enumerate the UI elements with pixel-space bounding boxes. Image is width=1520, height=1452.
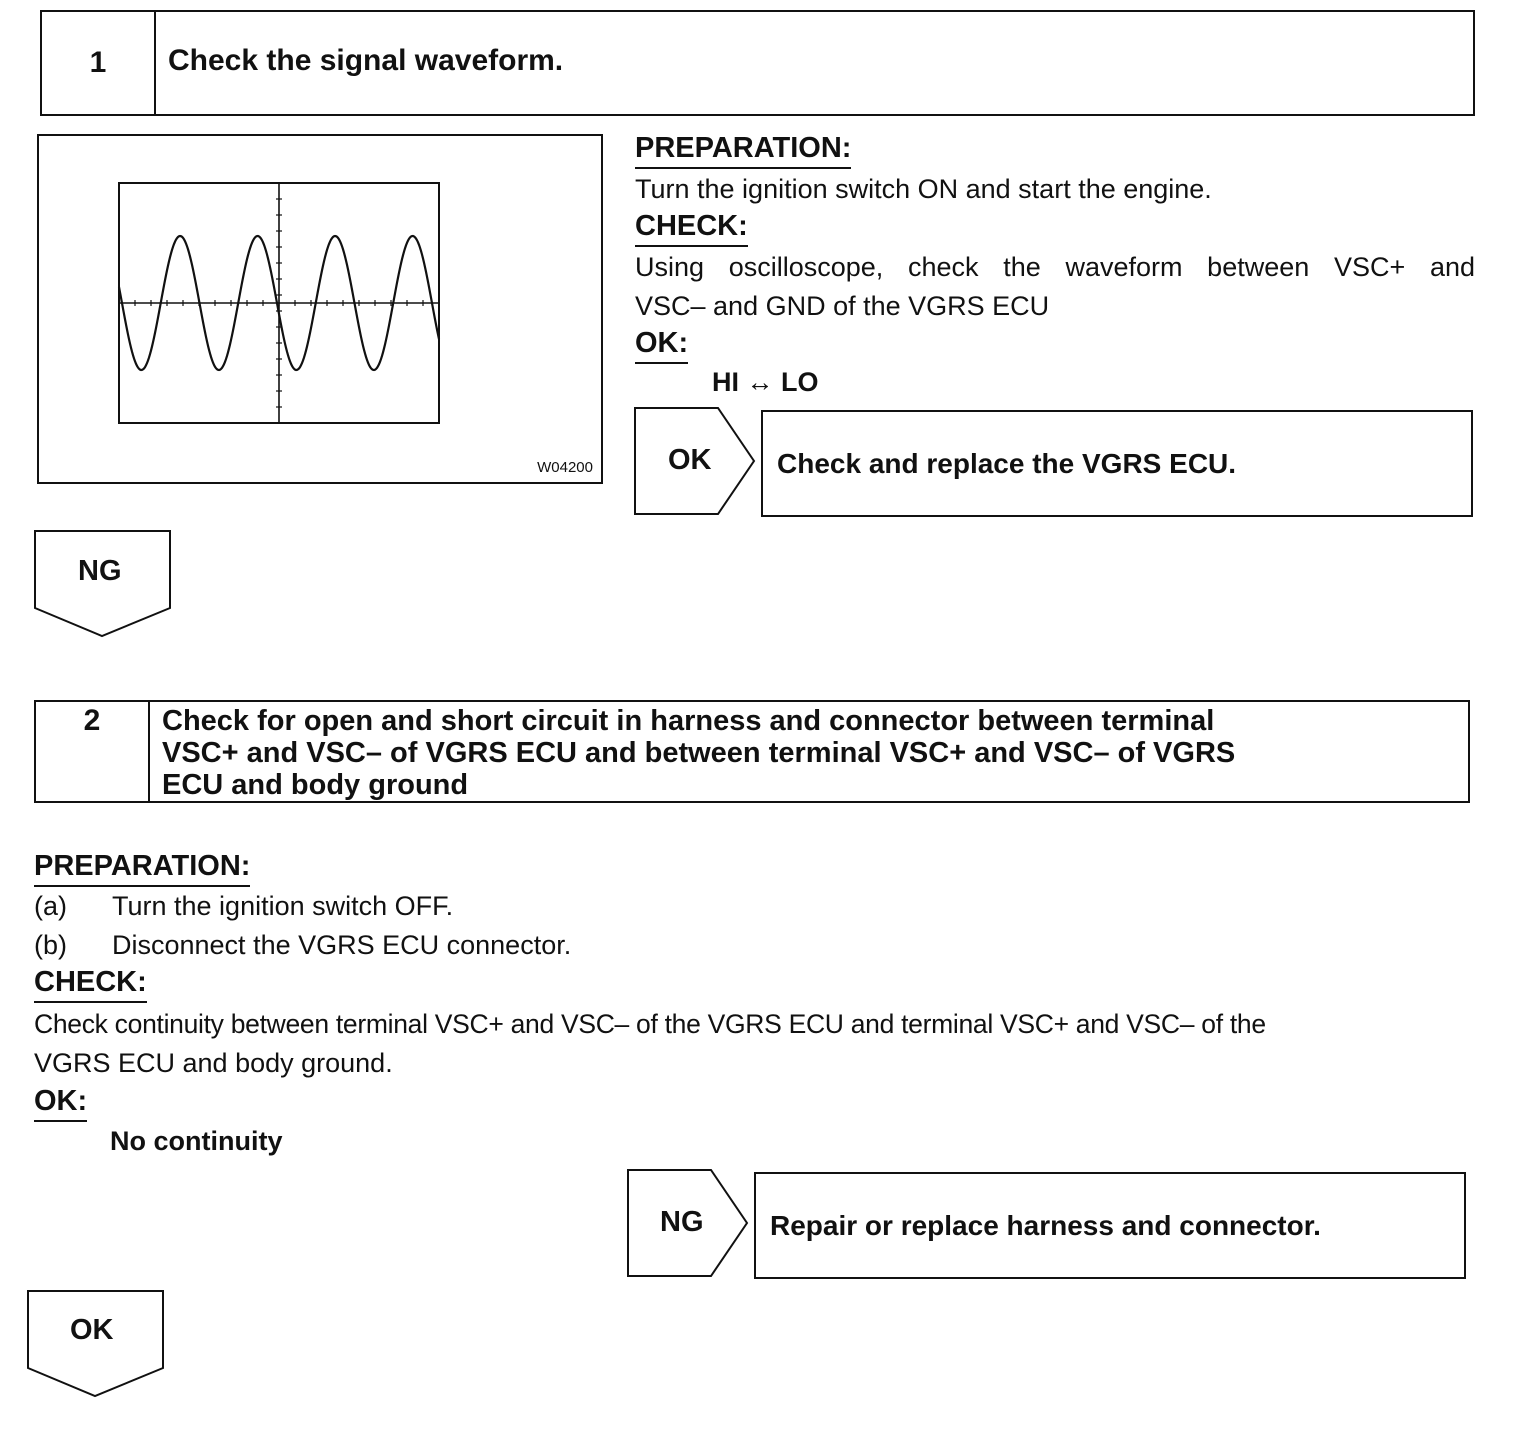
step1-check-line1: Using oscilloscope, check the waveform between VSC+ and bbox=[635, 252, 1475, 282]
step1-header bbox=[40, 10, 1475, 116]
step2-ng-tag-label: NG bbox=[660, 1206, 704, 1238]
step2-prep-item-a-text: Turn the ignition switch OFF. bbox=[112, 891, 454, 921]
step1-check-label: CHECK: bbox=[635, 210, 748, 247]
step2-preparation-label: PREPARATION: bbox=[34, 850, 250, 887]
step1-ok-value: HI ↔ LO bbox=[712, 367, 819, 397]
step2-ok-tag-label: OK bbox=[70, 1314, 114, 1346]
waveform-figure bbox=[37, 134, 603, 484]
step2-title-line3: ECU and body ground bbox=[162, 769, 469, 801]
step1-ng-tag-label: NG bbox=[78, 555, 122, 587]
step1-ok-tag-label: OK bbox=[668, 444, 712, 476]
step2-prep-item-b-marker: (b) bbox=[34, 930, 67, 960]
waveform-plot bbox=[39, 136, 605, 486]
figure-id: W04200 bbox=[537, 459, 593, 476]
step1-check-line2: VSC– and GND of the VGRS ECU bbox=[635, 291, 1050, 321]
step1-preparation-label: PREPARATION: bbox=[635, 132, 851, 169]
step2-ok-value: No continuity bbox=[110, 1126, 283, 1156]
step2-check-line2: VGRS ECU and body ground. bbox=[34, 1048, 393, 1078]
step1-ok-result-text: Check and replace the VGRS ECU. bbox=[777, 447, 1237, 479]
step2-header bbox=[34, 700, 1470, 803]
step2-ng-result-box bbox=[754, 1172, 1466, 1279]
step2-ok-label: OK: bbox=[34, 1085, 87, 1122]
step2-prep-item-b-text: Disconnect the VGRS ECU connector. bbox=[112, 930, 572, 960]
step2-check-line1: Check continuity between terminal VSC+ and VSC– of the VGRS ECU and terminal VSC+ and VSC– of the bbox=[34, 1009, 1266, 1039]
step1-preparation-text: Turn the ignition switch ON and start the engine. bbox=[635, 174, 1212, 204]
step2-title-line1: Check for open and short circuit in harness and connector between terminal bbox=[162, 705, 1215, 737]
step2-number: 2 bbox=[36, 702, 150, 801]
step2-check-label: CHECK: bbox=[34, 966, 147, 1003]
step1-title: Check the signal waveform. bbox=[168, 44, 564, 77]
step1-number: 1 bbox=[42, 12, 156, 114]
step2-ng-result-text: Repair or replace harness and connector. bbox=[770, 1209, 1321, 1241]
step2-prep-item-a-marker: (a) bbox=[34, 891, 67, 921]
step2-title-line2: VSC+ and VSC– of VGRS ECU and between terminal VSC+ and VSC– of VGRS bbox=[162, 737, 1236, 769]
step1-ok-label: OK: bbox=[635, 327, 688, 364]
step1-ok-result-box bbox=[761, 410, 1473, 517]
